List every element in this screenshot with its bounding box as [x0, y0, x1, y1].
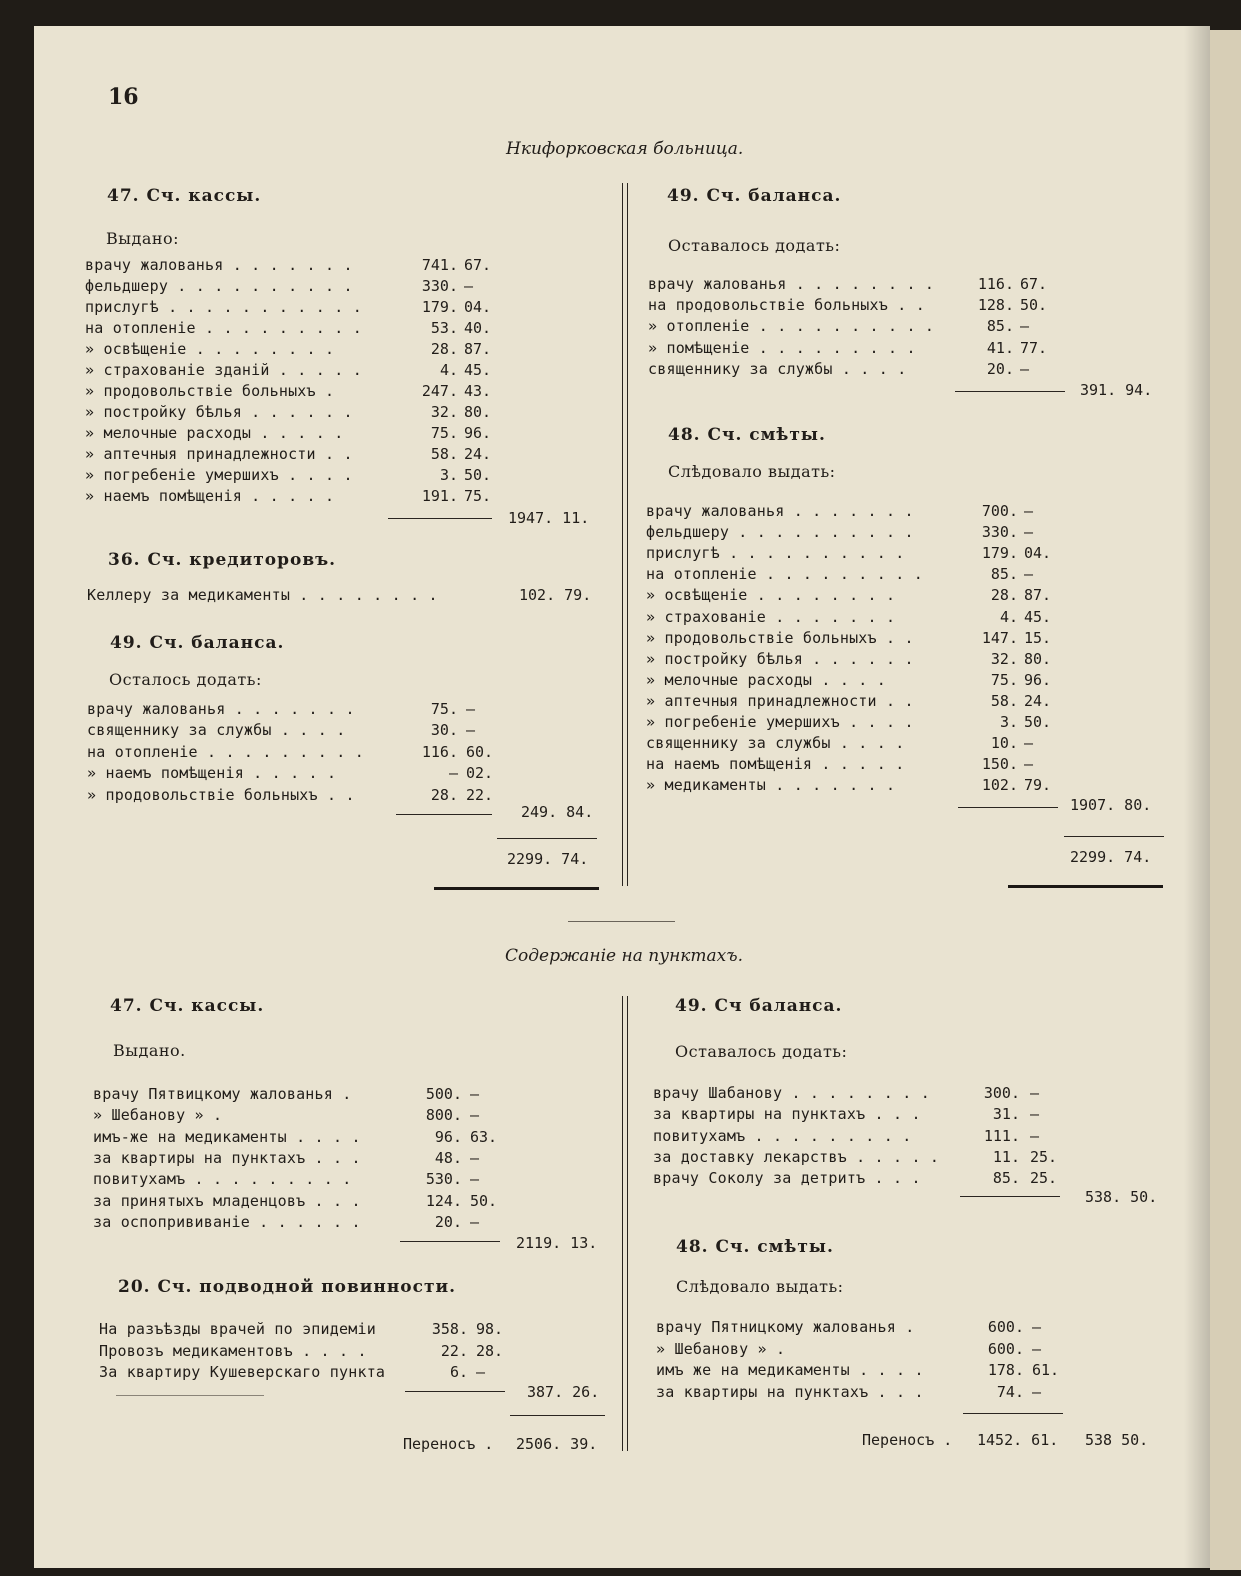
- ledger-row-label: » наемъ помѣщенія . . . . .: [85, 487, 335, 505]
- kassa-heading-2: 47. Сч. кассы.: [110, 996, 265, 1016]
- ledger-row-rubles: 85.: [990, 565, 1018, 584]
- ledger-row-label: за квартиры на пунктахъ . . .: [653, 1105, 921, 1124]
- ledger-row-rubles: 178.: [987, 1361, 1024, 1379]
- ledger-row-kopecks: —: [1030, 1084, 1040, 1102]
- ledger-row-rubles: 75.: [430, 424, 458, 442]
- balans-total-right: 391. 94.: [1080, 381, 1153, 399]
- ledger-row-kopecks: —: [1020, 359, 1030, 378]
- ledger-row-label: » аптечныя принадлежности . .: [646, 691, 914, 710]
- ledger-row-label: » страхованіе . . . . . . .: [646, 607, 896, 626]
- rule: [400, 1241, 500, 1242]
- balans-total-2: 538. 50.: [1085, 1188, 1158, 1206]
- povinnost-total: 387. 26.: [527, 1383, 600, 1401]
- ledger-row-kopecks: 25.: [1030, 1147, 1058, 1166]
- povinnost-heading: 20. Сч. подводной повинности.: [118, 1277, 457, 1297]
- kassa-subheading-2: Выдано.: [113, 1041, 186, 1060]
- ledger-row-rubles: 28.: [990, 586, 1018, 605]
- column-divider-top: [622, 183, 628, 886]
- ledger-row-rubles: 48.: [434, 1148, 462, 1167]
- ledger-row-label: фельдшеру . . . . . . . . . .: [646, 523, 914, 542]
- ledger-row-rubles: 116.: [977, 275, 1014, 293]
- ledger-row-label: священнику за службы . . . .: [646, 734, 905, 753]
- ledger-row-rubles: 28.: [430, 340, 458, 358]
- carry-value: 2506. 39.: [516, 1435, 598, 1453]
- ledger-row-kopecks: 04.: [464, 298, 492, 316]
- ledger-row-kopecks: —: [1032, 1339, 1042, 1358]
- ledger-row-rubles: 500.: [425, 1085, 462, 1103]
- double-rule: [434, 887, 599, 890]
- ledger-row-kopecks: 63.: [470, 1127, 498, 1146]
- ledger-row-label: На разъѣзды врачей по эпидеміи: [99, 1320, 376, 1338]
- carry-label-right: Переносъ .: [862, 1431, 953, 1449]
- ledger-row-kopecks: —: [470, 1085, 480, 1103]
- ledger-row-label: на наемъ помѣщенія . . . . .: [646, 755, 905, 774]
- carry-balance-right: 538 50.: [1085, 1431, 1149, 1449]
- grand-total-right: 2299. 74.: [1070, 848, 1152, 866]
- ledger-row-label: » мелочные расходы . . . . .: [85, 424, 344, 442]
- ledger-row-label: за оспопрививаніе . . . . . .: [93, 1212, 361, 1231]
- ledger-row-kopecks: 50.: [1020, 296, 1048, 315]
- ledger-row-label: священнику за службы . . . .: [648, 359, 907, 378]
- ledger-row-kopecks: 96.: [464, 424, 492, 442]
- ledger-row-rubles: 85.: [992, 1169, 1020, 1188]
- ledger-row-label: врачу Пятницкому жалованья .: [656, 1318, 915, 1336]
- ledger-row-kopecks: —: [466, 721, 476, 740]
- ledger-row-rubles: 111.: [983, 1126, 1020, 1145]
- ledger-row-kopecks: 40.: [464, 319, 492, 337]
- ledger-row-rubles: 75.: [430, 700, 458, 718]
- ledger-row-label: за квартиры на пунктахъ . . .: [93, 1148, 361, 1167]
- ledger-row-kopecks: —: [470, 1170, 480, 1189]
- ledger-row-kopecks: 28.: [476, 1341, 504, 1360]
- ledger-row-kopecks: 60.: [466, 742, 494, 761]
- ledger-row-label: фельдшеру . . . . . . . . . .: [85, 277, 353, 295]
- ledger-row-kopecks: 61.: [1032, 1361, 1060, 1379]
- balans-heading: 49. Сч. баланса.: [110, 633, 285, 653]
- ledger-row-kopecks: —: [1030, 1105, 1040, 1124]
- ledger-row-label: » продовольствіе больныхъ . .: [87, 785, 355, 804]
- ledger-row-kopecks: —: [1024, 502, 1034, 520]
- rule: [388, 518, 492, 519]
- ledger-row-rubles: 300.: [983, 1084, 1020, 1102]
- ledger-row-rubles: 28.: [430, 785, 458, 804]
- ledger-row-rubles: 96.: [434, 1127, 462, 1146]
- ledger-row-label: врачу Пятвицкому жалованья .: [93, 1085, 352, 1103]
- ledger-row-rubles: 41.: [986, 338, 1014, 357]
- kassa-total: 1947. 11.: [508, 509, 590, 527]
- ledger-row-kopecks: 87.: [464, 340, 492, 358]
- ledger-row-kopecks: 25.: [1030, 1169, 1058, 1188]
- ledger-row-rubles: 75.: [990, 670, 1018, 689]
- ledger-row-kopecks: 50.: [1024, 713, 1052, 731]
- next-page-edge: [1210, 30, 1241, 1570]
- kreditory-row-label: Келлеру за медикаменты . . . . . . . .: [87, 586, 438, 604]
- ledger-row-label: врачу жалованья . . . . . . . .: [648, 275, 935, 293]
- ledger-row-kopecks: —: [466, 700, 476, 718]
- ledger-row-kopecks: 80.: [1024, 649, 1052, 668]
- ledger-row-kopecks: —: [1020, 317, 1030, 336]
- rule: [497, 838, 597, 839]
- ledger-row-kopecks: —: [470, 1148, 480, 1167]
- ledger-row-rubles: 6.: [449, 1363, 468, 1381]
- ledger-row-kopecks: —: [1032, 1382, 1042, 1401]
- ledger-row-kopecks: 15.: [1024, 628, 1052, 647]
- ledger-row-kopecks: —: [1024, 523, 1034, 542]
- ledger-row-rubles: 58.: [430, 445, 458, 463]
- rule: [116, 1395, 264, 1396]
- ledger-row-rubles: 128.: [977, 296, 1014, 315]
- ledger-row-label: » погребеніе умершихъ . . . .: [646, 713, 914, 731]
- kreditory-heading: 36. Сч. кредиторовъ.: [108, 550, 337, 570]
- ledger-row-kopecks: 24.: [1024, 691, 1052, 710]
- ledger-row-kopecks: 96.: [1024, 670, 1052, 689]
- ledger-row-kopecks: 79.: [1024, 776, 1052, 795]
- ledger-row-label: » помѣщеніе . . . . . . . . .: [648, 338, 916, 357]
- smeta-total: 1907. 80.: [1070, 796, 1152, 814]
- ledger-row-label: » освѣщеніе . . . . . . . .: [646, 586, 896, 605]
- ledger-row-kopecks: —: [476, 1363, 486, 1381]
- ledger-row-label: на отопленіе . . . . . . . . .: [87, 742, 364, 761]
- ledger-row-label: врачу жалованья . . . . . . .: [85, 256, 353, 274]
- ledger-row-rubles: —: [448, 764, 458, 783]
- ledger-row-rubles: 20.: [434, 1212, 462, 1231]
- ledger-row-kopecks: 77.: [1020, 338, 1048, 357]
- ledger-row-kopecks: 50.: [464, 466, 492, 484]
- ledger-row-kopecks: —: [470, 1106, 480, 1125]
- ledger-row-label: За квартиру Кушеверскаго пункта: [99, 1363, 386, 1381]
- ledger-row-rubles: 179.: [981, 544, 1018, 563]
- ledger-row-rubles: 247.: [421, 382, 458, 400]
- ledger-row-rubles: 30.: [430, 721, 458, 740]
- ledger-row-label: » постройку бѣлья . . . . . .: [85, 403, 353, 421]
- ledger-row-label: прислугѣ . . . . . . . . . . .: [85, 298, 362, 316]
- ledger-row-kopecks: 22.: [466, 785, 494, 804]
- ledger-row-label: врачу Соколу за детритъ . . .: [653, 1169, 921, 1188]
- ledger-row-rubles: 20.: [986, 359, 1014, 378]
- column-divider-bottom: [622, 996, 628, 1451]
- ledger-row-label: » страхованіе зданій . . . . .: [85, 361, 362, 379]
- ledger-row-label: » Шебанову » .: [656, 1339, 786, 1358]
- page-fold-shadow: [1184, 26, 1210, 1568]
- ledger-row-label: за принятыхъ младенцовъ . . .: [93, 1191, 361, 1210]
- ledger-row-rubles: 58.: [990, 691, 1018, 710]
- ledger-row-label: » погребеніе умершихъ . . . .: [85, 466, 353, 484]
- ledger-row-kopecks: —: [1024, 565, 1034, 584]
- rule: [1064, 836, 1164, 837]
- ledger-row-rubles: 147.: [981, 628, 1018, 647]
- ledger-row-kopecks: —: [470, 1212, 480, 1231]
- ledger-row-kopecks: 87.: [1024, 586, 1052, 605]
- ledger-row-label: повитухамъ . . . . . . . . .: [93, 1170, 352, 1189]
- ledger-row-label: за доставку лекарствъ . . . . .: [653, 1147, 940, 1166]
- ledger-row-kopecks: —: [1024, 734, 1034, 753]
- ledger-row-rubles: 600.: [987, 1318, 1024, 1336]
- ledger-row-label: » продовольствіе больныхъ . .: [646, 628, 914, 647]
- ledger-row-label: » продовольствіе больныхъ .: [85, 382, 335, 400]
- ledger-row-label: повитухамъ . . . . . . . . .: [653, 1126, 912, 1145]
- kassa-total-2: 2119. 13.: [516, 1234, 598, 1252]
- ledger-row-rubles: 3.: [999, 713, 1018, 731]
- balans-total: 249. 84.: [521, 803, 594, 821]
- ledger-row-label: » постройку бѣлья . . . . . .: [646, 649, 914, 668]
- carry-value-right: 1452. 61.: [977, 1431, 1059, 1449]
- ledger-row-kopecks: 45.: [464, 361, 492, 379]
- ledger-row-rubles: 191.: [421, 487, 458, 505]
- smeta-heading: 48. Сч. смѣты.: [668, 425, 826, 445]
- rule: [963, 1413, 1063, 1414]
- ledger-row-rubles: 32.: [990, 649, 1018, 668]
- ledger-row-kopecks: 98.: [476, 1320, 504, 1338]
- ledger-row-rubles: 22.: [440, 1341, 468, 1360]
- balans-heading-2: 49. Сч баланса.: [675, 996, 843, 1016]
- balans-subheading-right: Оставалось додать:: [668, 236, 841, 255]
- rule: [396, 814, 492, 815]
- ledger-row-rubles: 800.: [425, 1106, 462, 1125]
- ledger-row-kopecks: 50.: [470, 1191, 498, 1210]
- ledger-row-label: на продовольствіе больныхъ . .: [648, 296, 925, 315]
- ledger-row-rubles: 85.: [986, 317, 1014, 336]
- rule: [958, 807, 1058, 808]
- ledger-row-kopecks: 67.: [1020, 275, 1048, 293]
- ledger-row-rubles: 102.: [981, 776, 1018, 795]
- balans-heading-right: 49. Сч. баланса.: [667, 186, 842, 206]
- ledger-row-label: » аптечныя принадлежности . .: [85, 445, 353, 463]
- ledger-row-rubles: 179.: [421, 298, 458, 316]
- ledger-row-kopecks: —: [1030, 1126, 1040, 1145]
- rule: [955, 391, 1065, 392]
- ledger-row-kopecks: 02.: [466, 764, 494, 783]
- ledger-row-label: врачу Шабанову . . . . . . . .: [653, 1084, 930, 1102]
- ledger-row-rubles: 4.: [439, 361, 458, 379]
- ledger-row-label: » Шебанову » .: [93, 1106, 223, 1125]
- ledger-row-label: » отопленіе . . . . . . . . . .: [648, 317, 935, 336]
- ledger-row-kopecks: —: [1032, 1318, 1042, 1336]
- ledger-row-label: священнику за службы . . . .: [87, 721, 346, 740]
- ledger-row-rubles: 150.: [981, 755, 1018, 774]
- kreditory-total: 102. 79.: [519, 586, 592, 604]
- balans-subheading: Осталось додать:: [109, 670, 262, 689]
- ledger-row-label: на отопленіе . . . . . . . . .: [85, 319, 362, 337]
- rule: [960, 1196, 1060, 1197]
- ledger-row-rubles: 124.: [425, 1191, 462, 1210]
- ledger-row-rubles: 74.: [996, 1382, 1024, 1401]
- ledger-row-label: » освѣщеніе . . . . . . . .: [85, 340, 335, 358]
- grand-total: 2299. 74.: [507, 850, 589, 868]
- ledger-row-kopecks: 80.: [464, 403, 492, 421]
- ledger-row-rubles: 600.: [987, 1339, 1024, 1358]
- ledger-row-rubles: 741.: [421, 256, 458, 274]
- ledger-row-rubles: 700.: [981, 502, 1018, 520]
- ledger-row-rubles: 10.: [990, 734, 1018, 753]
- kassa-subheading: Выдано:: [106, 229, 180, 248]
- smeta-subheading-2: Слѣдовало выдать:: [676, 1277, 844, 1296]
- double-rule-right: [1008, 885, 1163, 888]
- ledger-row-rubles: 116.: [421, 742, 458, 761]
- ledger-row-kopecks: 04.: [1024, 544, 1052, 563]
- ledger-row-label: на отопленіе . . . . . . . . .: [646, 565, 923, 584]
- ledger-row-kopecks: 75.: [464, 487, 492, 505]
- carry-label: Переносъ .: [403, 1435, 494, 1453]
- ledger-row-rubles: 31.: [992, 1105, 1020, 1124]
- ledger-row-label: » мелочные расходы . . . .: [646, 670, 886, 689]
- ledger-row-rubles: 4.: [999, 607, 1018, 626]
- ledger-row-kopecks: 24.: [464, 445, 492, 463]
- ledger-row-rubles: 330.: [981, 523, 1018, 542]
- ledger-row-label: имъ же на медикаменты . . . .: [656, 1361, 924, 1379]
- ledger-row-kopecks: 45.: [1024, 607, 1052, 626]
- ledger-row-rubles: 11.: [992, 1147, 1020, 1166]
- ledger-row-rubles: 330.: [421, 277, 458, 295]
- ledger-row-label: » наемъ помѣщенія . . . . .: [87, 764, 337, 783]
- section-title: Содержаніе на пунктахъ.: [505, 946, 743, 966]
- rule: [510, 1415, 605, 1416]
- balans-subheading-2: Оставалось додать:: [675, 1042, 848, 1061]
- hospital-title: Нкифорковская больница.: [506, 139, 744, 159]
- ledger-row-rubles: 358.: [431, 1320, 468, 1338]
- section-separator: [568, 921, 675, 922]
- ledger-row-label: врачу жалованья . . . . . . .: [87, 700, 355, 718]
- smeta-heading-2: 48. Сч. смѣты.: [676, 1237, 834, 1257]
- kassa-heading: 47. Сч. кассы.: [107, 186, 262, 206]
- ledger-row-kopecks: 67.: [464, 256, 492, 274]
- ledger-row-label: имъ-же на медикаменты . . . .: [93, 1127, 361, 1146]
- ledger-row-kopecks: 43.: [464, 382, 492, 400]
- ledger-row-label: Провозъ медикаментовъ . . . .: [99, 1341, 367, 1360]
- ledger-row-kopecks: —: [464, 277, 474, 295]
- ledger-row-label: прислугѣ . . . . . . . . . .: [646, 544, 905, 563]
- ledger-row-rubles: 32.: [430, 403, 458, 421]
- ledger-row-label: » медикаменты . . . . . . .: [646, 776, 896, 795]
- ledger-row-kopecks: —: [1024, 755, 1034, 774]
- ledger-row-rubles: 530.: [425, 1170, 462, 1189]
- page-number: 16: [108, 84, 139, 110]
- ledger-row-rubles: 53.: [430, 319, 458, 337]
- ledger-row-rubles: 3.: [439, 466, 458, 484]
- ledger-row-label: врачу жалованья . . . . . . .: [646, 502, 914, 520]
- ledger-row-label: за квартиры на пунктахъ . . .: [656, 1382, 924, 1401]
- rule: [405, 1391, 505, 1392]
- smeta-subheading: Слѣдовало выдать:: [668, 462, 836, 481]
